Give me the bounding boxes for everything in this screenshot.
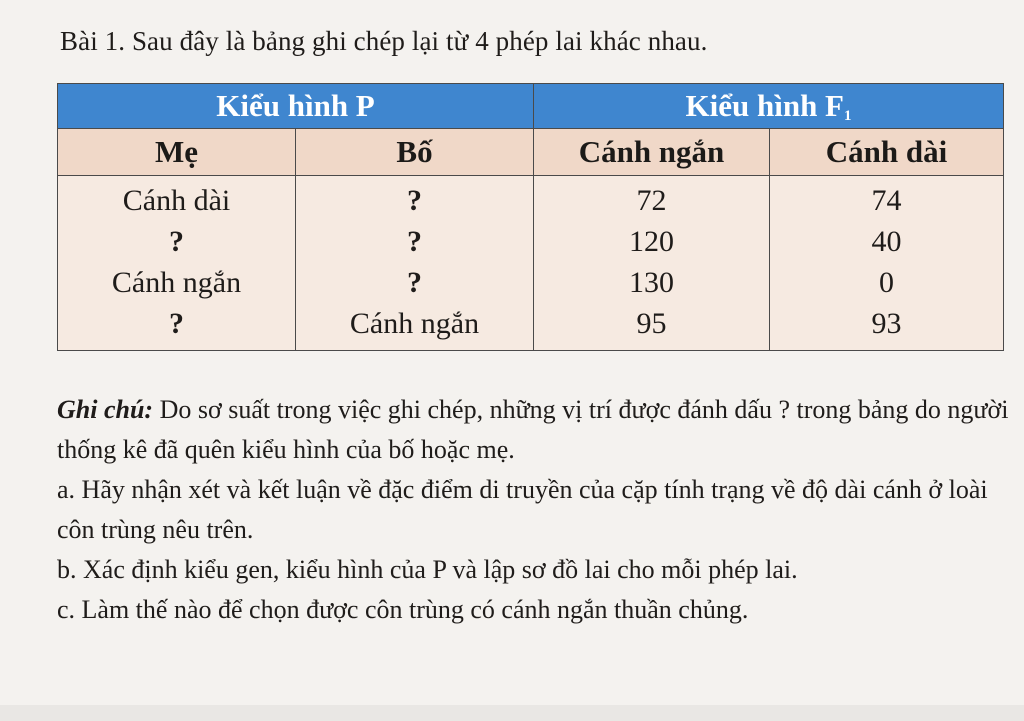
column-header-father: Bố (296, 129, 534, 176)
header-phenotype-f1 (534, 84, 1004, 129)
table-cell-father: Cánh ngắn (296, 303, 534, 351)
table-row (58, 176, 1004, 222)
bottom-edge-bar (0, 705, 1024, 721)
table-cell-mother: ? (58, 303, 296, 351)
table-row (58, 262, 1004, 303)
table-row (58, 221, 1004, 262)
table-cell-long-wing: 0 (770, 262, 1004, 303)
exercise-title: Bài 1. Sau đây là bảng ghi chép lại từ 4 phép lai khác nhau. (60, 26, 708, 56)
table-cell-father: ? (296, 262, 534, 303)
table-cell-short-wing: 72 (534, 176, 770, 222)
question-b: b. Xác định kiểu gen, kiểu hình của P và lập sơ đồ lai cho mỗi phép lai. (57, 555, 798, 584)
cross-results-table (57, 83, 1004, 351)
column-header-row (58, 129, 1004, 176)
header-phenotype-p: Kiểu hình P (58, 84, 534, 129)
notes-section (57, 390, 1017, 630)
table-cell-long-wing: 93 (770, 303, 1004, 351)
cross-results-table-wrapper (57, 83, 1003, 351)
table-row (58, 303, 1004, 351)
table-cell-mother: Cánh dài (58, 176, 296, 222)
note-paragraph (57, 390, 1017, 470)
column-header-mother: Mẹ (58, 129, 296, 176)
table-cell-long-wing: 40 (770, 221, 1004, 262)
table-cell-short-wing: 120 (534, 221, 770, 262)
header-phenotype-f1-subscript: 1 (844, 107, 852, 124)
table-cell-mother: ? (58, 221, 296, 262)
column-header-long-wing: Cánh dài (770, 129, 1004, 176)
table-cell-long-wing: 74 (770, 176, 1004, 222)
table-cell-short-wing: 95 (534, 303, 770, 351)
group-header-row (58, 84, 1004, 129)
note-text: Do sơ suất trong việc ghi chép, những vị trí được đánh dấu ? trong bảng do người thống kê đã quên kiểu hình của bố hoặc mẹ. (57, 395, 1009, 464)
column-header-short-wing: Cánh ngắn (534, 129, 770, 176)
header-phenotype-f1-label: Kiểu hình F (685, 87, 844, 123)
table-cell-father: ? (296, 176, 534, 222)
question-a: a. Hãy nhận xét và kết luận về đặc điểm di truyền của cặp tính trạng về độ dài cánh ở loài côn trùng nêu trên. (57, 475, 988, 544)
table-cell-short-wing: 130 (534, 262, 770, 303)
note-lead: Ghi chú: (57, 395, 154, 424)
question-c: c. Làm thế nào để chọn được côn trùng có cánh ngắn thuần chủng. (57, 595, 749, 624)
table-cell-father: ? (296, 221, 534, 262)
table-cell-mother: Cánh ngắn (58, 262, 296, 303)
